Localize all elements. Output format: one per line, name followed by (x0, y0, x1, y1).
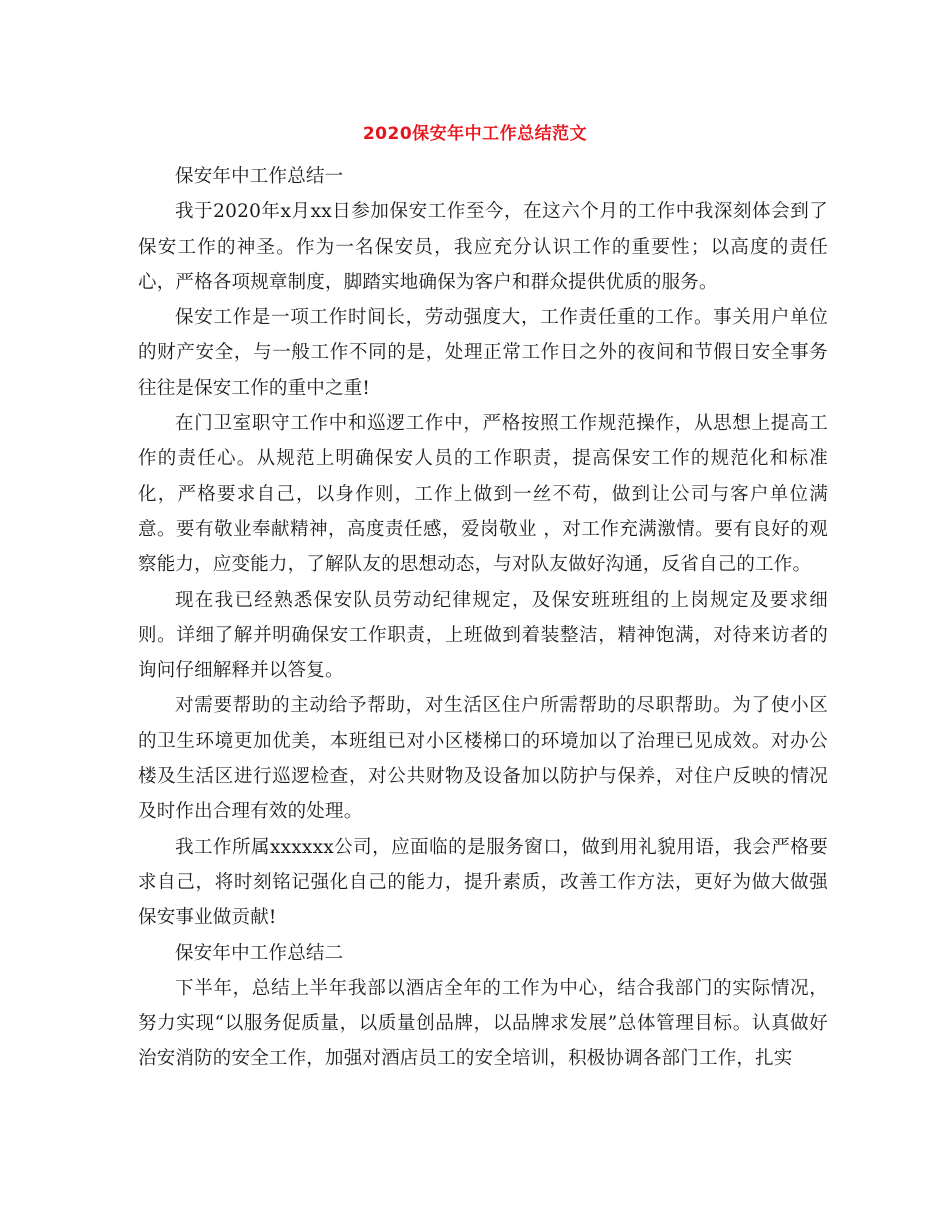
section-heading-1: 保安年中工作总结一 (175, 166, 344, 187)
paragraph: 保安工作是一项工作时间长，劳动强度大，工作责任重的工作。事关用户单位的财产安全，与一般工作不同的是，处理正常工作日之外的夜间和节假日安全事务往往是保安工作的重中之重! (138, 307, 828, 399)
section-heading-2: 保安年中工作总结二 (175, 942, 344, 964)
paragraph: 现在我已经熟悉保安队员劳动纪律规定，及保安班班组的上岗规定及要求细则。详细了解并明确保安工作职责，上班做到着装整洁，精神饱满，对待来访者的询问仔细解释并以答复。 (138, 589, 828, 682)
paragraph: 对需要帮助的主动给予帮助，对生活区住户所需帮助的尽职帮助。为了使小区的卫生环境更加优美，本班组已对小区楼梯口的环境加以了治理已见成效。对办公楼及生活区进行巡逻检查，对公共财物及设备加以防护与保养，对住户反映的情况及时作出合理有效的处理。 (138, 695, 828, 823)
paragraph: 我于2020年x月xx日参加保安工作至今，在这六个月的工作中我深刻体会到了保安工作的神圣。作为一名保安员，我应充分认识工作的重要性；以高度的责任心，严格各项规章制度，脚踏实地确保为客户和群众提供优质的服务。 (138, 201, 828, 293)
paragraph: 下半年，总结上半年我部以酒店全年的工作为中心，结合我部门的实际情况，努力实现“以服务促质量，以质量创品牌，以品牌求发展”总体管理目标。认真做好治安消防的安全工作，加强对酒店员工的安全培训，积极协调各部门工作，扎实 (138, 977, 828, 1070)
paragraph: 我工作所属xxxxxx公司，应面临的是服务窗口，做到用礼貌用语，我会严格要求自己，将时刻铭记强化自己的能力，提升素质，改善工作方法，更好为做大做强保安事业做贡献! (138, 836, 828, 929)
paragraph: 在门卫室职守工作中和巡逻工作中，严格按照工作规范操作，从思想上提高工作的责任心。从规范上明确保安人员的工作职责，提高保安工作的规范化和标准化，严格要求自己，以身作则，工作上做到一丝不苟，做到让公司与客户单位满意。要有敬业奉献精神，高度责任感，爱岗敬业 ，对工作充满激情。要有良好的观察能力，应变能力，了解队友的思想动态，与对队友做好沟通，反省自己的工作。 (138, 413, 828, 576)
document-body (138, 159, 828, 1077)
document-title: 2020保安年中工作总结范文 (362, 124, 588, 144)
